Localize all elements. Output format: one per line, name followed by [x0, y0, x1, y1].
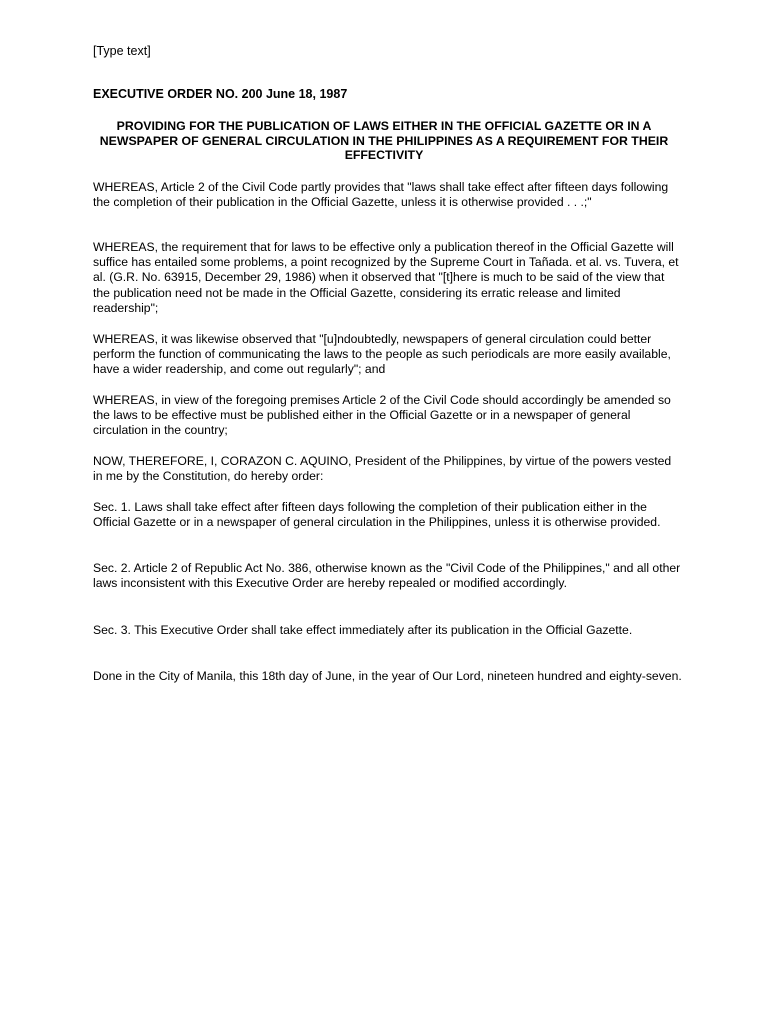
section-3-paragraph: Sec. 3. This Executive Order shall take effect immediately after its publication in the Official Gazette.	[93, 623, 633, 637]
whereas-paragraph-3: WHEREAS, it was likewise observed that "[u]ndoubtedly, newspapers of general circulation could better perform the function of communicating the laws to the people as such periodicals are more easily available, have a wider readership, and come out regularly"; and	[93, 332, 671, 377]
whereas-paragraph-4: WHEREAS, in view of the foregoing premises Article 2 of the Civil Code should accordingly be amended so the laws to be effective must be published either in the Official Gazette or in a newspaper of general circulation in the country;	[93, 393, 671, 438]
closing-paragraph: Done in the City of Manila, this 18th day of June, in the year of Our Lord, nineteen hundred and eighty-seven.	[93, 669, 682, 683]
header-placeholder: [Type text]	[93, 44, 151, 58]
whereas-paragraph-1: WHEREAS, Article 2 of the Civil Code partly provides that "laws shall take effect after fifteen days following the completion of their publication in the Official Gazette, unless it is otherwise provided . . .;"	[93, 180, 669, 210]
whereas-paragraph-2: WHEREAS, the requirement that for laws to be effective only a publication thereof in the Official Gazette will suffice has entailed some problems, a point recognized by the Supreme Court in Tañada. et al. vs. Tuvera, et al. (G.R. No. 63915, December 29, 1986) when it observed that "[t]here is much to be said of the view that the publication need not be made in the Official Gazette, considering its erratic release and limited readership";	[93, 240, 679, 315]
section-2-paragraph: Sec. 2. Article 2 of Republic Act No. 386, otherwise known as the "Civil Code of the Philippines," and all other laws inconsistent with this Executive Order are hereby repealed or modified accordingly.	[93, 561, 681, 591]
section-1-paragraph: Sec. 1. Laws shall take effect after fifteen days following the completion of their publication either in the Official Gazette or in a newspaper of general circulation in the Philippines, unless it is otherwise provided.	[93, 500, 661, 530]
order-title: EXECUTIVE ORDER NO. 200 June 18, 1987	[93, 87, 348, 101]
document-heading: PROVIDING FOR THE PUBLICATION OF LAWS EITHER IN THE OFFICIAL GAZETTE OR IN A NEWSPAPER OF GENERAL CIRCULATION IN THE PHILIPPINES AS A REQUIREMENT FOR THEIR EFFECTIVITY	[99, 119, 669, 163]
order-paragraph: NOW, THEREFORE, I, CORAZON C. AQUINO, President of the Philippines, by virtue of the powers vested in me by the Constitution, do hereby order:	[93, 454, 672, 484]
